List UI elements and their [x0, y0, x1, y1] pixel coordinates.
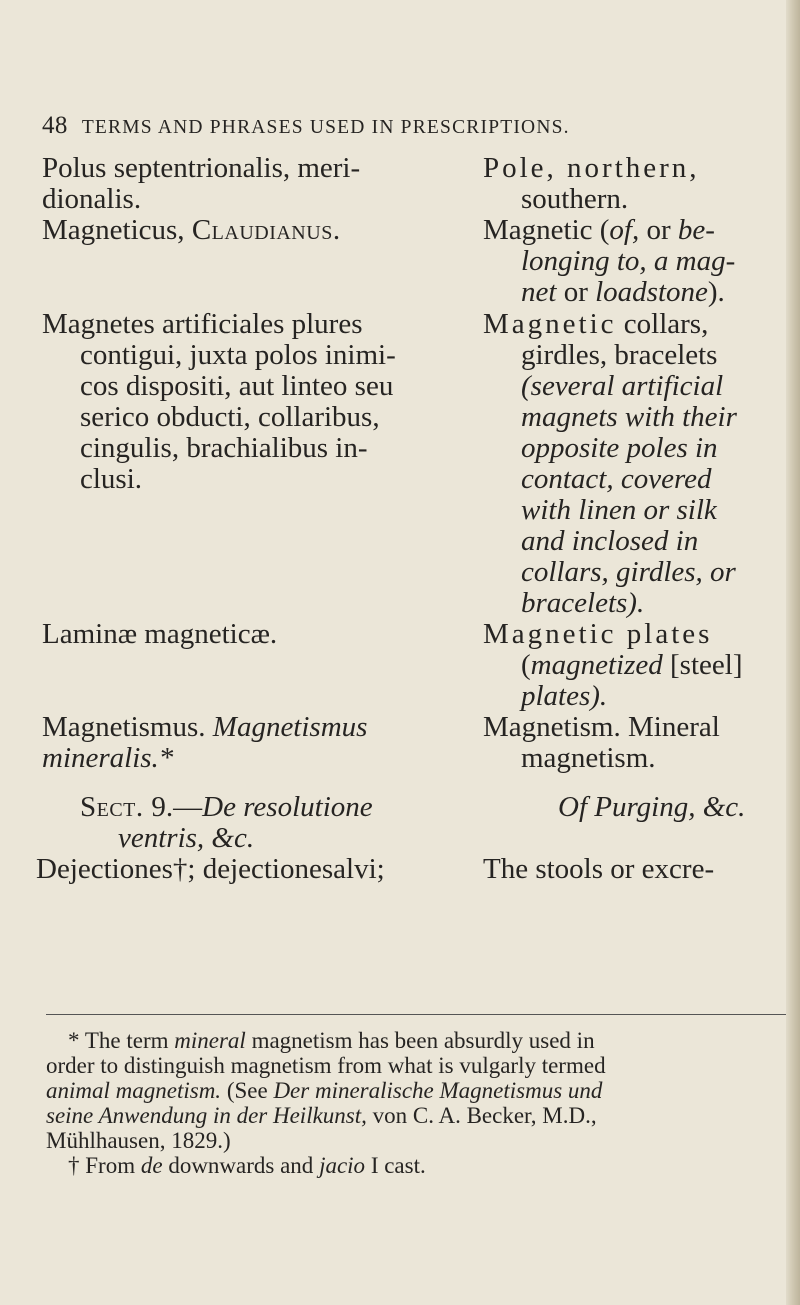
english-term-pole: Pole, northern, southern.	[483, 152, 700, 215]
latin-term-magneticus: Magneticus, Claudianus.	[42, 214, 341, 246]
page-number: 48	[42, 112, 68, 139]
running-header	[42, 112, 570, 140]
english-term-stools: The stools or excre-	[483, 853, 715, 885]
footnote-mineral-magnetism: * The term mineral magnetism has been absurdly used in order to distinguish magnetism from what is vulgarly termed animal magnetism. (See Der mineralische Magnetismus und seine Anwendung in der Heilkunst, von C. A. Becker, M.D., Mühlhausen, 1829.)	[46, 1028, 606, 1153]
english-term-magnetic: Magnetic (of, or be- longing to, a mag- net or loadstone).	[483, 214, 736, 308]
latin-term-magnetes: Magnetes artificiales plures contigui, juxta polos inimi- cos dispositi, aut linteo seu serico obducti, collaribus, cingulis, brachialibus in- clusi.	[42, 308, 396, 495]
page-edge	[786, 0, 800, 1305]
footnote-divider	[46, 1014, 786, 1015]
latin-term-dejectiones: Dejectiones†; dejectionesalvi;	[36, 853, 385, 885]
section-heading-english: Of Purging, &c.	[558, 791, 746, 823]
section-heading-latin: Sect. 9.—De resolutione ventris, &c.	[80, 791, 373, 854]
footnote-dejectiones: † From de downwards and jacio I cast.	[68, 1153, 426, 1178]
english-term-magnetic-collars: Magnetic collars, girdles, bracelets (several artificial magnets with their opposite poles in contact, covered with linen or silk and inclosed in collars, girdles, or bracelets).	[483, 308, 737, 619]
latin-term-magnetismus: Magnetismus. Magnetismus mineralis.*	[42, 711, 368, 774]
latin-term-laminae: Laminæ magneticæ.	[42, 618, 278, 650]
latin-term-pole: Polus septentrionalis, meri- dionalis.	[42, 152, 361, 215]
running-title: TERMS AND PHRASES USED IN PRESCRIPTIONS.	[81, 117, 570, 138]
english-term-magnetism: Magnetism. Mineral magnetism.	[483, 711, 720, 774]
english-term-magnetic-plates: Magnetic plates (magnetized [steel] plates).	[483, 618, 743, 712]
